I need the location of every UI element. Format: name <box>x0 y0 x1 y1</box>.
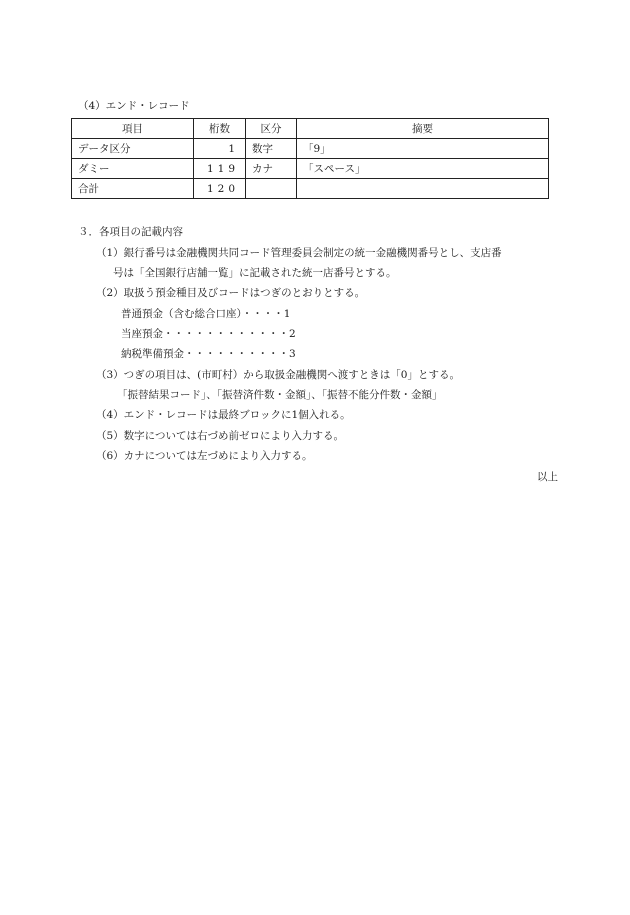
row-item: 合計 <box>72 179 194 199</box>
table-row <box>72 159 549 179</box>
row-description: 「9」 <box>297 139 549 159</box>
item-3: （3）つぎの項目は、(市町村）から取扱金融機関へ渡すときは「0」とする。 <box>96 369 460 381</box>
table-row <box>72 179 549 199</box>
table-row <box>72 139 549 159</box>
header-item: 項目 <box>72 119 194 139</box>
end-record-heading: （4）エンド・レコード <box>78 100 190 112</box>
row-digits: 119 <box>194 159 246 179</box>
item-1-line-1: （1）銀行番号は金融機関共同コード管理委員会制定の統一金融機関番号とし、支店番 <box>96 247 502 259</box>
deposit-type-1: 普通預金（含む総合口座）・・・・1 <box>121 308 291 320</box>
deposit-type-3: 納税準備預金・・・・・・・・・・3 <box>121 348 296 360</box>
closing-mark: 以上 <box>537 471 558 483</box>
row-kubun <box>246 179 297 199</box>
item-3-sub: 「振替結果コード」、「振替済件数・金額」、「振替不能分件数・金額」 <box>117 389 443 401</box>
item-2: （2）取扱う預金種目及びコードはつぎのとおりとする。 <box>96 287 366 299</box>
item-5: （5）数字については右づめ前ゼロにより入力する。 <box>96 430 344 442</box>
header-digits: 桁数 <box>194 119 246 139</box>
item-6: （6）カナについては左づめにより入力する。 <box>96 450 313 462</box>
row-description <box>297 179 549 199</box>
row-item: ダミー <box>72 159 194 179</box>
table-header-row <box>72 119 549 139</box>
section3-heading: ３．各項目の記載内容 <box>78 226 183 238</box>
deposit-type-2: 当座預金・・・・・・・・・・・・2 <box>121 328 296 340</box>
row-description: 「スペース」 <box>297 159 549 179</box>
row-digits: 120 <box>194 179 246 199</box>
item-1-line-2: 号は「全国銀行店舗一覧」に記載された統一店番号とする。 <box>113 267 397 279</box>
row-kubun: 数字 <box>246 139 297 159</box>
end-record-table <box>71 118 549 199</box>
item-4: （4）エンド・レコードは最終ブロックに1個入れる。 <box>96 409 351 421</box>
row-kubun: カナ <box>246 159 297 179</box>
row-item: データ区分 <box>72 139 194 159</box>
header-kubun: 区分 <box>246 119 297 139</box>
row-digits: 1 <box>194 139 246 159</box>
header-description: 摘要 <box>297 119 549 139</box>
